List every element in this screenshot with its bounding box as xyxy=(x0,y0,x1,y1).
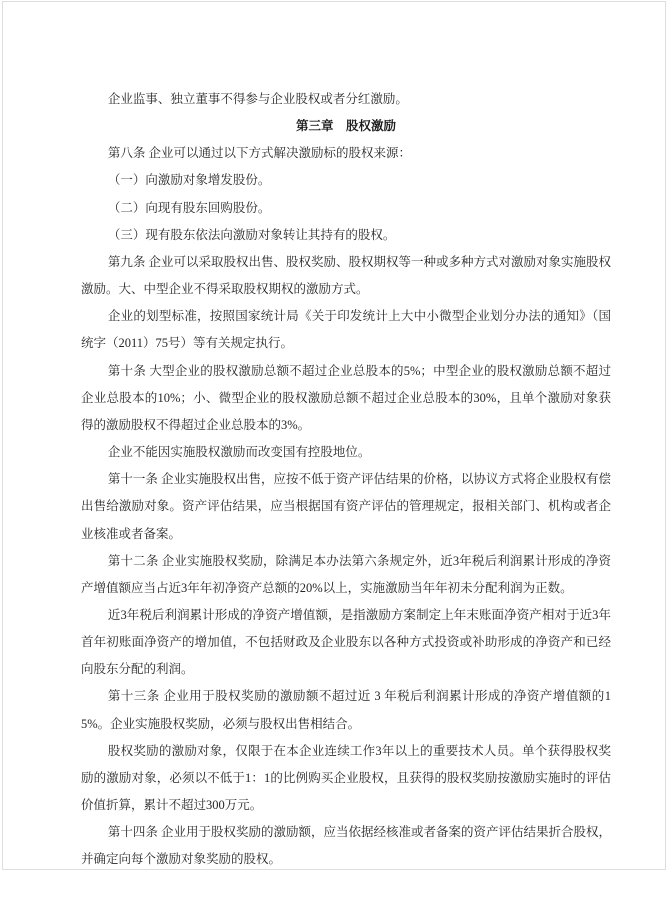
paragraph: 第十二条 企业实施股权奖励，除满足本办法第六条规定外，近3年税后利润累计形成的净资产增值额应当占近3年年初净资产总额的20%以上，实施激励当年年初未分配利润为正数。 xyxy=(81,553,611,595)
paragraph: 企业不能因实施股权激励而改变国有控股地位。 xyxy=(107,445,371,460)
paragraph: 第十条 大型企业的股权激励总额不超过企业总股本的5%；中型企业的股权激励总额不超过企业总股本的10%；小、微型企业的股权激励总额不超过企业总股本的30%，且单个激励对象获得的激励股权不得超过企业总股本的3%。 xyxy=(81,363,611,432)
paragraph: 企业的划型标准，按照国家统计局《关于印发统计上大中小微型企业划分办法的通知》（国统字（2011）75号）等有关规定执行。 xyxy=(81,309,611,351)
paragraph: （一）向激励对象增发股份。 xyxy=(107,173,271,188)
page-content xyxy=(3,2,665,874)
paragraph: 第十三条 企业用于股权奖励的激励额不超过近 3 年税后利润累计形成的净资产增值额的15%。企业实施股权奖励，必须与股权出售相结合。 xyxy=(81,689,611,731)
paragraph: 近3年税后利润累计形成的净资产增值额，是指激励方案制定上年末账面净资产相对于近3年首年初账面净资产的增加值，不包括财政及企业股东以各种方式投资或补助形成的净资产和已经向股东分配的利润。 xyxy=(81,607,611,677)
paragraph: 第十四条 企业用于股权奖励的激励额，应当依据经核准或者备案的资产评估结果折合股权，并确定向每个激励对象奖励的股权。 xyxy=(81,825,612,867)
paragraph: （二）向现有股东回购股份。 xyxy=(107,200,271,215)
document-page xyxy=(2,1,666,870)
chapter-heading: 第三章 股权激励 xyxy=(295,119,396,134)
paragraph: 第九条 企业可以采取股权出售、股权奖励、股权期权等一种或多种方式对激励对象实施股权激励。大、中型企业不得采取股权期权的激励方式。 xyxy=(81,254,612,297)
paragraph: 第八条 企业可以通过以下方式解决激励标的股权来源： xyxy=(107,146,412,161)
paragraph: 第十一条 企业实施股权出售，应按不低于资产评估结果的价格，以协议方式将企业股权有偿出售给激励对象。资产评估结果，应当根据国有资产评估的管理规定，报相关部门、机构或者企业核准或者备案。 xyxy=(81,472,612,541)
paragraph: 企业监事、独立董事不得参与企业股权或者分红激励。 xyxy=(107,92,408,106)
paragraph: （三）现有股东依法向激励对象转让其持有的股权。 xyxy=(107,227,396,242)
paragraph: 股权奖励的激励对象，仅限于在本企业连续工作3年以上的重要技术人员。单个获得股权奖励的激励对象，必须以不低于1：1的比例购买企业股权，且获得的股权奖励按激励实施时的评估价值折算，累计不超过300万元。 xyxy=(81,743,611,813)
